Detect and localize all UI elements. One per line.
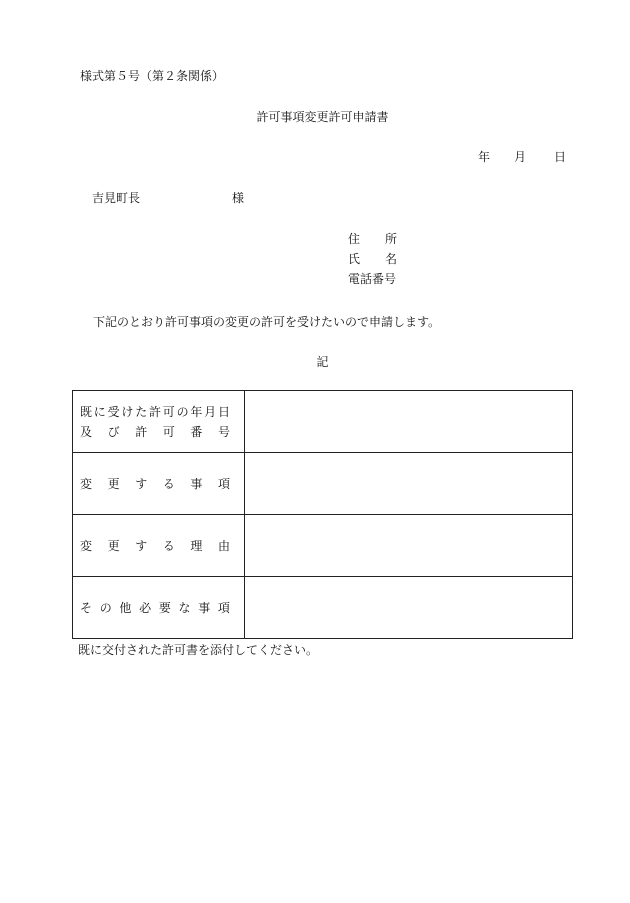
label-char: 由	[217, 538, 230, 553]
label-char: け	[121, 404, 134, 419]
label-char: 既	[80, 404, 93, 419]
label-char: 要	[158, 600, 171, 615]
month-label: 月	[514, 150, 527, 164]
label-char: 可	[162, 424, 175, 439]
label-char: 更	[107, 538, 120, 553]
label-char: す	[135, 476, 148, 491]
label-char: 変	[80, 538, 93, 553]
row-value-field[interactable]	[245, 577, 573, 639]
label-char: の	[176, 404, 189, 419]
label-char: す	[135, 538, 148, 553]
label-char: に	[93, 404, 106, 419]
table-row	[73, 453, 573, 515]
label-char: る	[162, 538, 175, 553]
label-char: 更	[107, 476, 120, 491]
applicant-phone-label: 電話番号	[348, 272, 397, 286]
date-line	[478, 148, 566, 165]
row-label	[73, 577, 245, 639]
label-char: 月	[204, 404, 217, 419]
label-char: 他	[119, 600, 132, 615]
row-label	[73, 453, 245, 515]
table-row	[73, 391, 573, 453]
label-char: 許	[135, 424, 148, 439]
label-char: 許	[148, 404, 161, 419]
row-label-line	[80, 536, 230, 556]
row-label-line	[80, 402, 230, 422]
details-table	[72, 390, 573, 639]
label-char: 号	[217, 424, 230, 439]
label-char: び	[107, 424, 120, 439]
ki-heading: 記	[316, 355, 329, 369]
table-row	[73, 515, 573, 577]
applicant-name-label: 氏 名	[348, 252, 398, 266]
label-char: の	[99, 600, 112, 615]
row-label-line	[80, 422, 230, 442]
label-char: 年	[190, 404, 203, 419]
label-char: 項	[217, 600, 230, 615]
label-char: 及	[80, 424, 93, 439]
label-char: 番	[190, 424, 203, 439]
row-value-field[interactable]	[245, 453, 573, 515]
form-number: 様式第５号（第２条関係）	[80, 69, 225, 83]
row-label	[73, 515, 245, 577]
row-value-field[interactable]	[245, 515, 573, 577]
table-row	[73, 577, 573, 639]
label-char: 日	[217, 404, 230, 419]
label-char: 項	[217, 476, 230, 491]
label-char: 理	[190, 538, 203, 553]
label-char: そ	[80, 600, 93, 615]
label-char: 事	[190, 476, 203, 491]
label-char: な	[178, 600, 191, 615]
addressee-honorific: 様	[232, 191, 245, 205]
label-char: る	[162, 476, 175, 491]
year-label: 年	[478, 150, 491, 164]
label-char: 必	[139, 600, 152, 615]
addressee-name: 吉見町長	[92, 191, 141, 205]
attachment-note: 既に交付された許可書を添付してください。	[78, 643, 319, 657]
document-title: 許可事項変更許可申請書	[256, 110, 389, 124]
request-statement: 下記のとおり許可事項の変更の許可を受けたいので申請します。	[93, 315, 441, 329]
row-label	[73, 391, 245, 453]
label-char: 事	[198, 600, 211, 615]
label-char: 可	[162, 404, 175, 419]
row-value-field[interactable]	[245, 391, 573, 453]
row-label-line	[80, 598, 230, 618]
addressee	[92, 189, 244, 206]
label-char: た	[135, 404, 148, 419]
applicant-address-label: 住 所	[348, 232, 398, 246]
row-label-line	[80, 474, 230, 494]
label-char: 受	[107, 404, 120, 419]
day-label: 日	[554, 150, 567, 164]
label-char: 変	[80, 476, 93, 491]
